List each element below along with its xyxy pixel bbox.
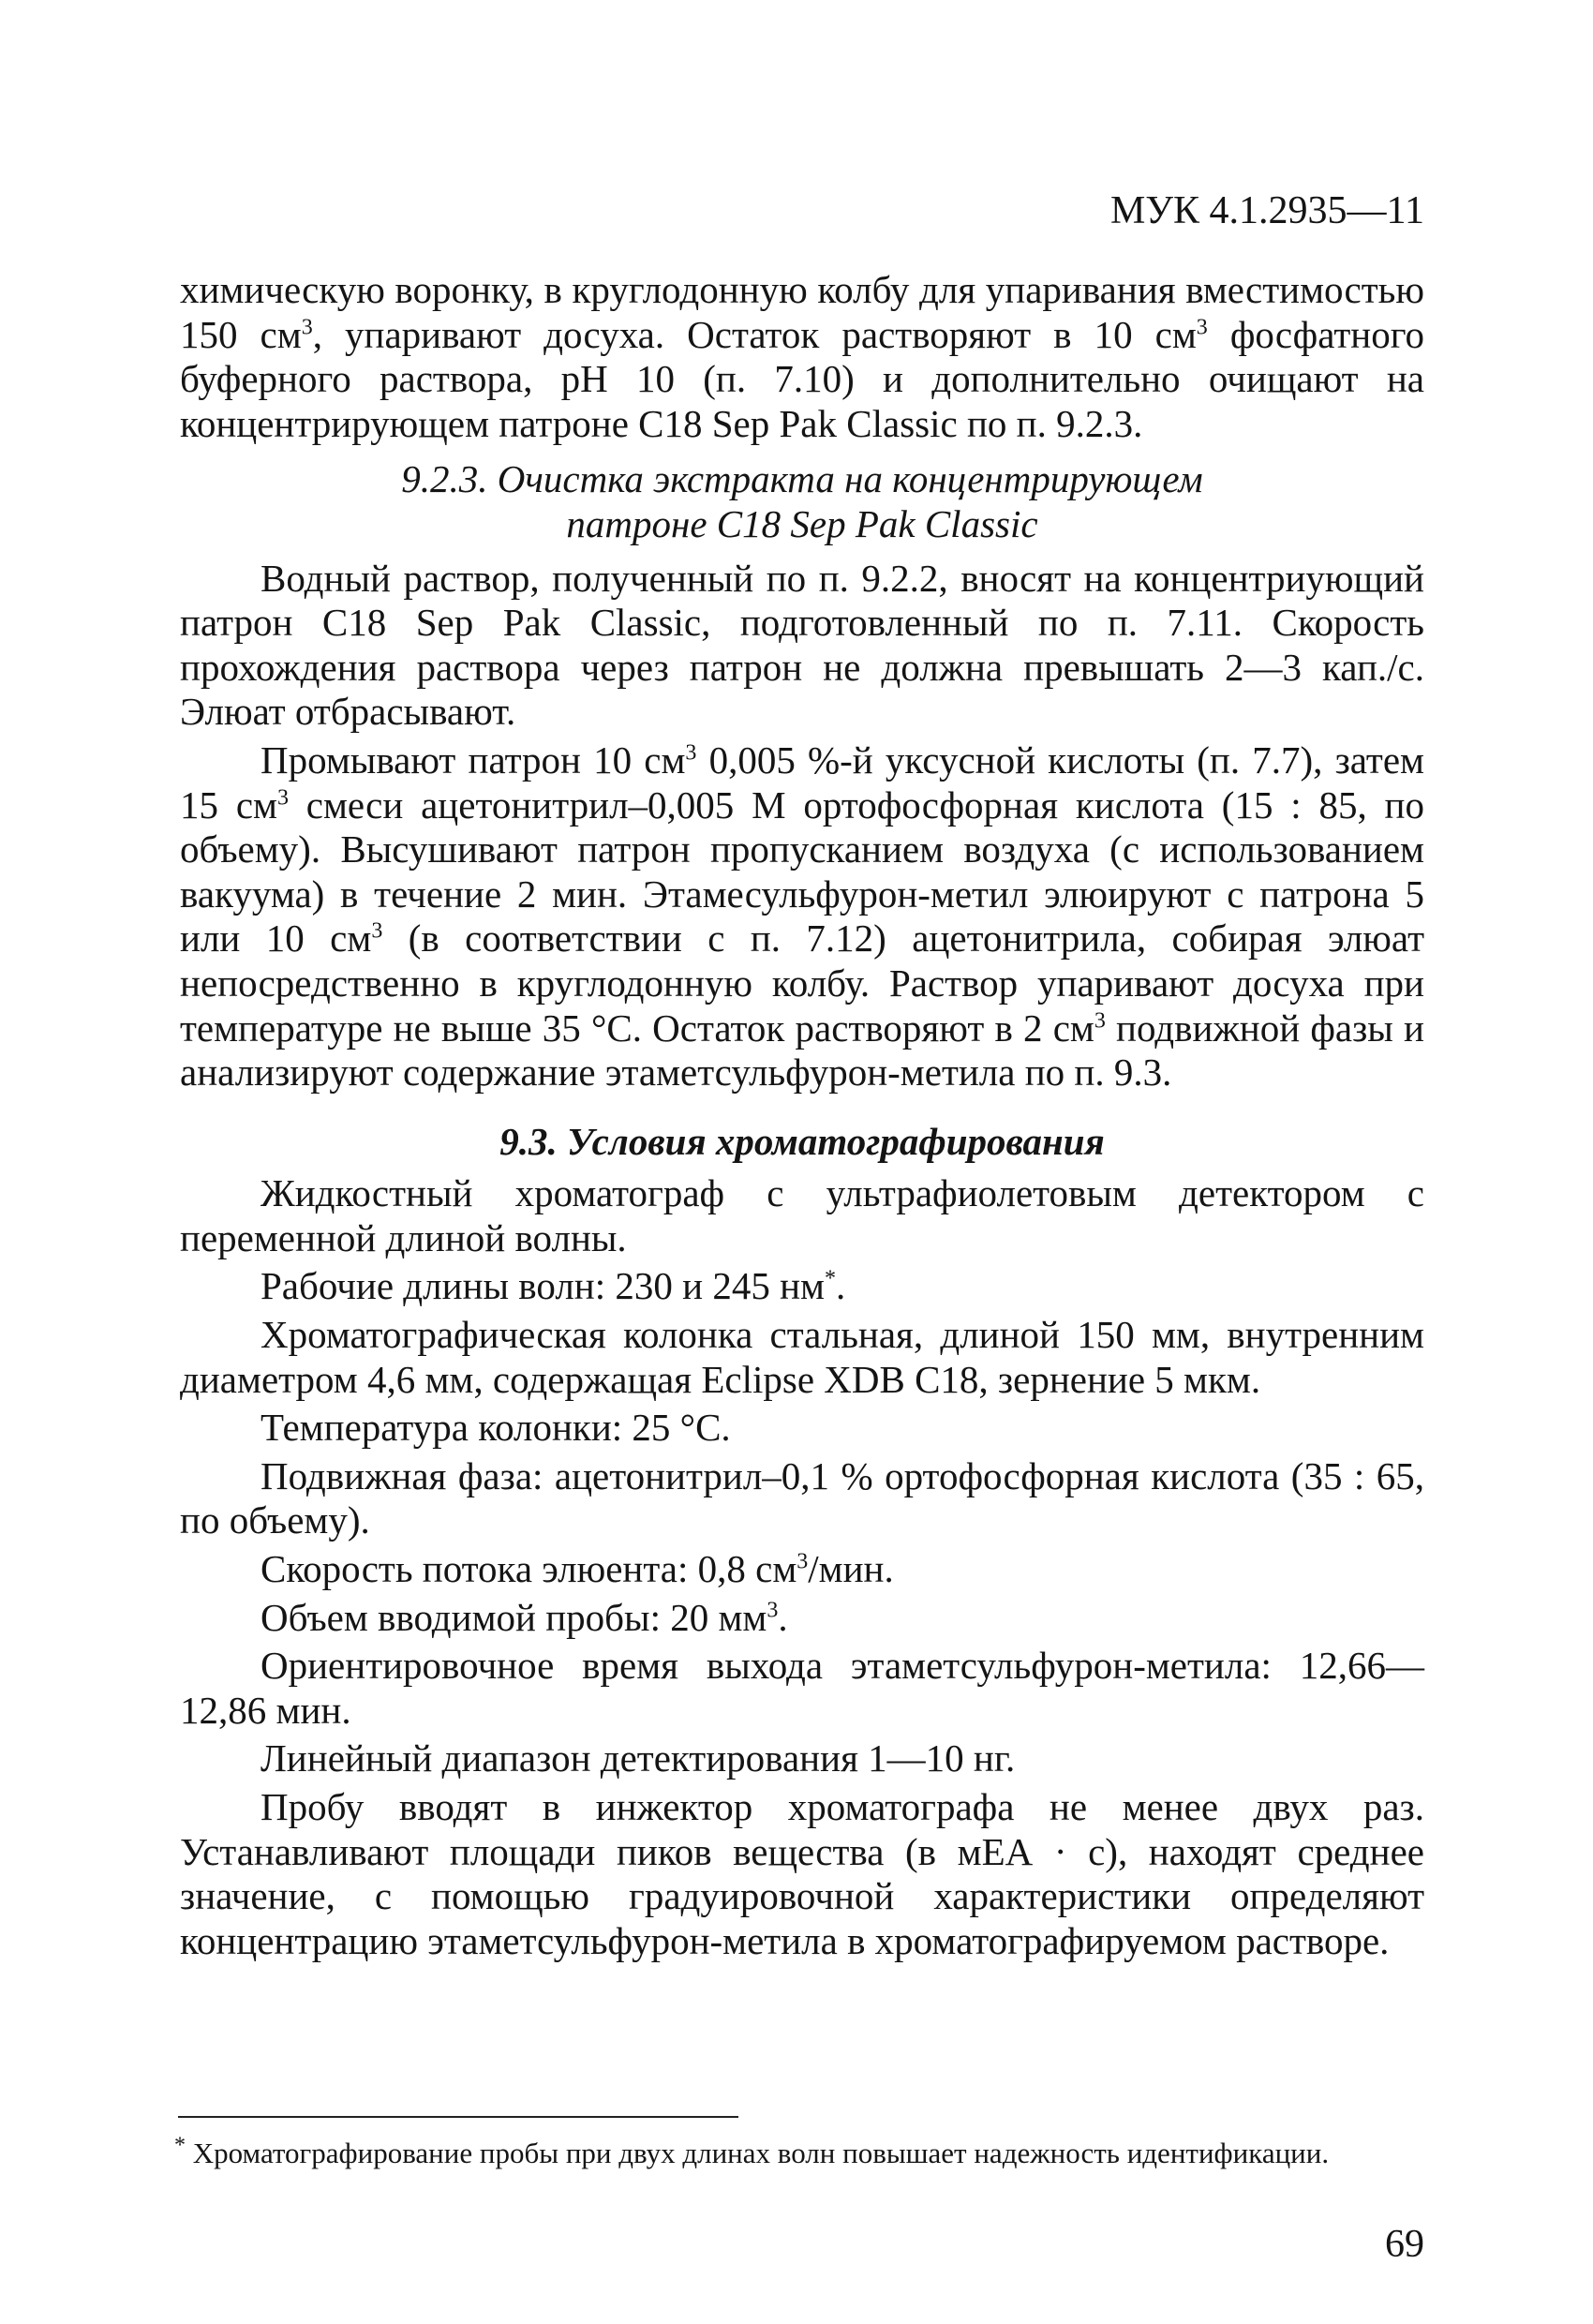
footnote-divider [178, 2116, 738, 2118]
superscript: 3 [796, 1549, 809, 1574]
paragraph-continuation: химическую воронку, в круглодонную колбу для упаривания вместимостью 150 $см^3$, упаривают досуха. Остаток растворяют в 10 $см^3$ фосфатного буферного раствора, pH 10 (п. 7.10) и дополнительно очищают на концентрирующем патроне C18 Sep Pak Classic по п. 9.2.3. [180, 268, 1424, 445]
section-heading-9-3: 9.3. Условия хроматографирования [499, 1119, 1105, 1163]
footnote-marker: * [174, 2133, 186, 2158]
superscript: 3 [685, 740, 697, 766]
paragraph: Водный раствор, полученный по п. 9.2.2, вносят на концентриующий патрон C18 Sep Pak Classic, подготовленный по п. 7.11. Скорость прохождения раствора через патрон не должна превышать 2—3 кап./с. Элюат отбрасывают. [180, 556, 1424, 734]
section-heading-9-2-3: 9.2.3. Очистка экстракта на концентрирующем патроне C18 Sep Pak Classic [401, 457, 1203, 545]
superscript: 3 [1196, 314, 1208, 339]
paragraph: Пробу вводят в инжектор хроматографа не менее двух раз. Устанавливают площади пиков вещества (в мЕА · с), находят среднее значение, с помощью градуировочной характеристики определяют концентрацию этаметсульфурон-метила в хроматографируемом растворе. [180, 1785, 1424, 1962]
paragraph: Жидкостный хроматограф с ультрафиолетовым детектором с переменной длиной волны. [180, 1171, 1424, 1259]
footnote-text: Хроматографирование пробы при двух длинах волн повышает надежность идентификации. [186, 2137, 1330, 2169]
superscript: 3 [371, 918, 383, 944]
paragraph: Рабочие длины волн: 230 и 245 нм*. [261, 1264, 846, 1308]
superscript: 3 [276, 784, 289, 810]
superscript: 3 [301, 314, 313, 339]
paragraph: Хроматографическая колонка стальная, длиной 150 мм, внутренним диаметром 4,6 мм, содержащая Eclipse XDB C18, зернение 5 мкм. [180, 1313, 1424, 1401]
superscript: 3 [1094, 1007, 1106, 1033]
document-code-header: МУК 4.1.2935—11 [1109, 189, 1424, 232]
paragraph: Скорость потока элюента: 0,8 $см^3$/мин. [261, 1547, 894, 1591]
paragraph: Объем вводимой пробы: 20 $мм^3$. [261, 1595, 788, 1639]
paragraph: Ориентировочное время выхода этаметсульфурон-метила: 12,66—12,86 мин. [180, 1644, 1424, 1732]
page-number: 69 [1385, 2223, 1424, 2266]
footnote [174, 2135, 1421, 2172]
paragraph: Промывают патрон 10 $см^3$ 0,005 %-й уксусной кислоты (п. 7.7), затем 15 $см^3$ смеси ацетонитрил–0,005 М ортофосфорная кислота (15 : 85, по объему). Высушивают патрон пропусканием воздуха (с использованием вакуума) в течение 2 мин. Этамесульфурон-метил элюируют с патрона 5 или 10 $см^3$ (в соответствии с п. 7.12) ацетонитрила, собирая элюат непосредственно в круглодонную колбу. Раствор упаривают досуха при температуре не выше 35 °С. Остаток растворяют в 2 $см^3$ подвижной фазы и анализируют содержание этаметсульфурон-метила по п. 9.3. [180, 737, 1424, 1095]
superscript: 3 [767, 1597, 779, 1622]
paragraph: Линейный диапазон детектирования 1—10 нг. [261, 1736, 1016, 1780]
paragraph: Подвижная фаза: ацетонитрил–0,1 % ортофосфорная кислота (35 : 65, по объему). [180, 1453, 1424, 1542]
paragraph: Температура колонки: 25 °С. [261, 1406, 731, 1450]
main-text [180, 268, 1424, 1967]
footnote-reference: * [824, 1266, 836, 1291]
